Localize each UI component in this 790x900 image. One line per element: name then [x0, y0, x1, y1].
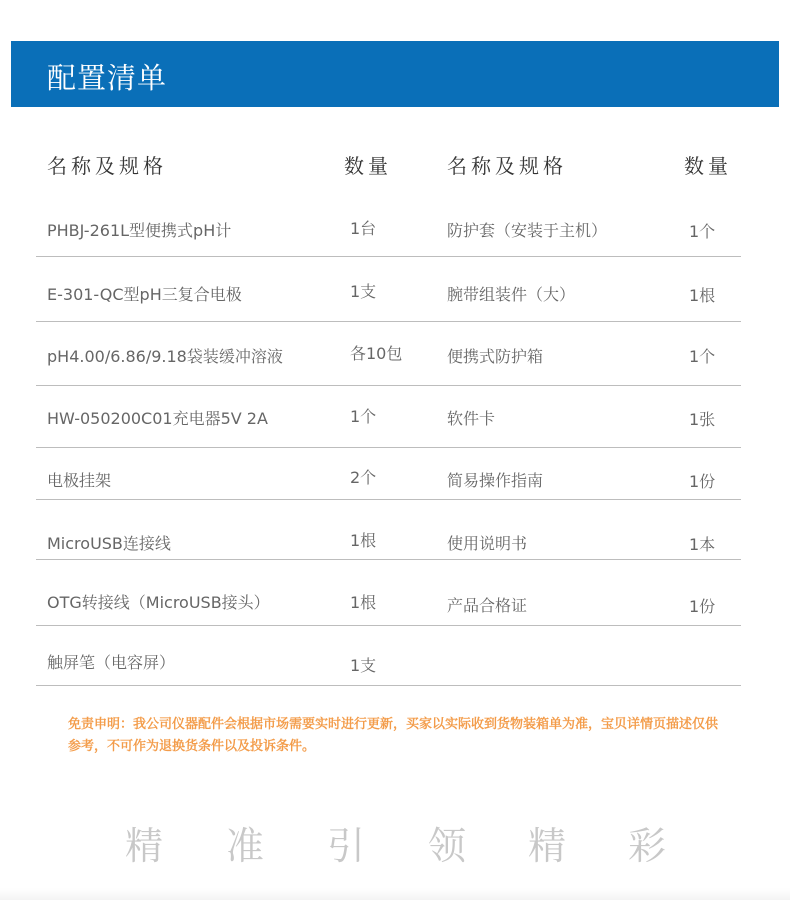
row-6-left-qty: 1根 — [350, 531, 377, 550]
row-4-right-name: 软件卡 — [447, 409, 496, 428]
header-right-qty: 数量 — [684, 154, 732, 178]
row-divider — [36, 385, 741, 386]
bottom-fade — [0, 888, 790, 900]
slogan-char: 精 — [528, 824, 567, 868]
row-divider — [36, 685, 741, 686]
disclaimer-text: 免责申明：我公司仪器配件会根据市场需要实时进行更新，买家以实际收到货物装箱单为准，宝贝详情页描述仅供参考，不可作为退换货条件以及投诉条件。 — [68, 717, 719, 754]
row-1-left-name: PHBJ-261L型便携式pH计 — [47, 221, 232, 240]
row-2-right-name: 腕带组装件（大） — [447, 285, 576, 304]
row-3-left-qty: 各10包 — [350, 344, 403, 363]
row-2-left-name: E-301-QC型pH三复合电极 — [47, 285, 242, 304]
slogan-char: 精 — [125, 824, 164, 868]
row-6-right-name: 使用说明书 — [447, 534, 528, 553]
slogan-char: 准 — [226, 824, 265, 868]
row-7-right-name: 产品合格证 — [447, 596, 528, 615]
row-divider — [36, 256, 741, 257]
title-banner — [11, 41, 779, 107]
slogan-char: 彩 — [628, 824, 667, 868]
slogan-char: 引 — [327, 824, 366, 868]
row-6-left-name: MicroUSB连接线 — [47, 534, 171, 553]
row-divider — [36, 499, 741, 500]
row-5-left-qty: 2个 — [350, 468, 377, 487]
row-divider — [36, 559, 741, 560]
table-header — [0, 150, 790, 180]
row-2-right-qty: 1根 — [689, 286, 716, 305]
slogan-char: 领 — [428, 824, 467, 868]
row-divider — [36, 447, 741, 448]
row-3-right-qty: 1个 — [689, 347, 716, 366]
row-5-left-name: 电极挂架 — [47, 471, 112, 490]
slogan — [0, 815, 790, 868]
row-4-left-name: HW-050200C01充电器5V 2A — [47, 409, 268, 428]
row-4-left-qty: 1个 — [350, 407, 377, 426]
row-5-right-name: 简易操作指南 — [447, 471, 544, 490]
row-7-left-name: OTG转接线（MicroUSB接头） — [47, 593, 270, 612]
row-1-right-qty: 1个 — [689, 222, 716, 241]
row-3-left-name: pH4.00/6.86/9.18袋装缓冲溶液 — [47, 347, 283, 366]
header-left-qty: 数量 — [344, 154, 392, 178]
row-4-right-qty: 1张 — [689, 410, 716, 429]
row-3-right-name: 便携式防护箱 — [447, 347, 544, 366]
row-8-left-name: 触屏笔（电容屏） — [47, 653, 176, 672]
header-right-name: 名称及规格 — [447, 154, 567, 178]
row-7-left-qty: 1根 — [350, 593, 377, 612]
row-7-right-qty: 1份 — [689, 597, 716, 616]
row-6-right-qty: 1本 — [689, 535, 716, 554]
page-title: 配置清单 — [47, 61, 168, 95]
row-5-right-qty: 1份 — [689, 472, 716, 491]
row-divider — [36, 321, 741, 322]
row-1-right-name: 防护套（安装于主机） — [447, 221, 608, 240]
row-1-left-qty: 1台 — [350, 219, 377, 238]
row-2-left-qty: 1支 — [350, 282, 377, 301]
header-left-name: 名称及规格 — [47, 154, 167, 178]
row-8-left-qty: 1支 — [350, 656, 377, 675]
row-divider — [36, 625, 741, 626]
